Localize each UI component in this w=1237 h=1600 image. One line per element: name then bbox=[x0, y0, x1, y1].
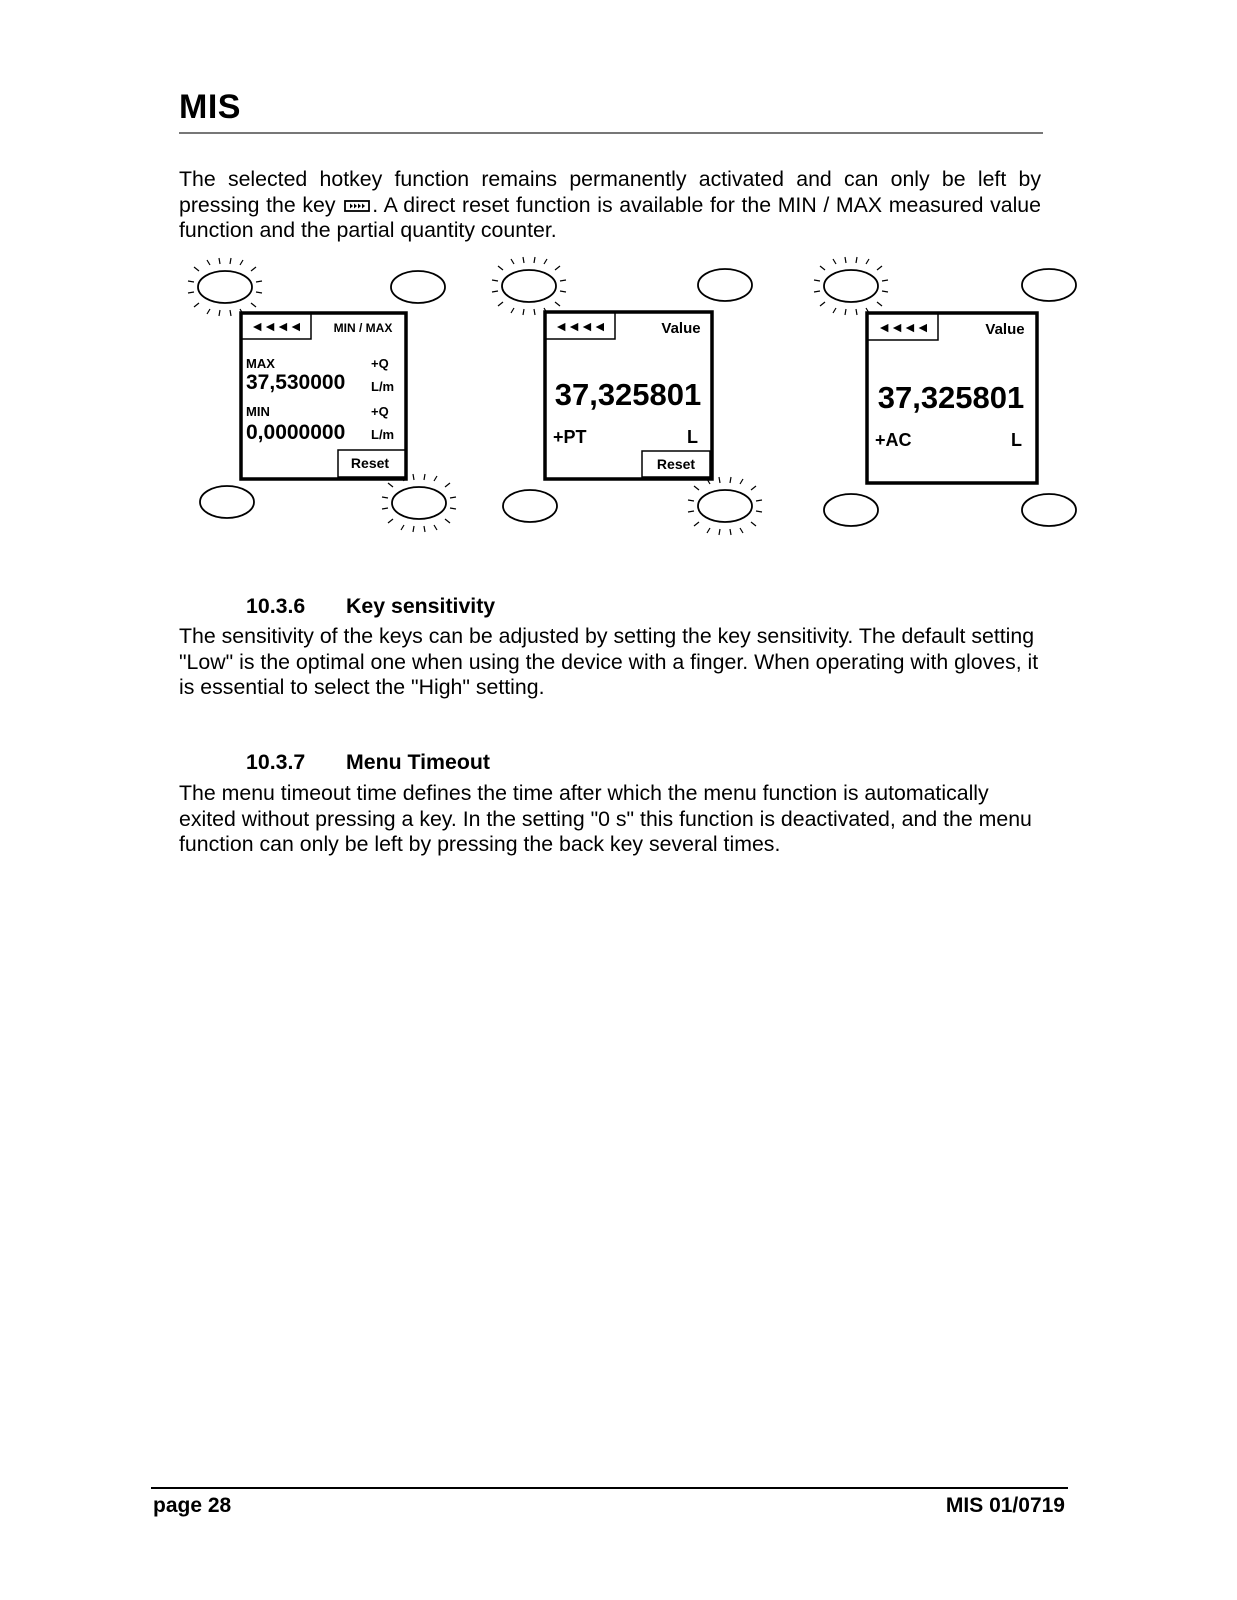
display-sign: +AC bbox=[875, 430, 912, 450]
max-sign: +Q bbox=[371, 356, 389, 371]
section-heading-menu-timeout bbox=[246, 750, 490, 775]
max-value: 37,530000 bbox=[246, 371, 346, 394]
display-unit: L bbox=[1011, 430, 1022, 450]
min-unit: L/m bbox=[371, 427, 395, 442]
display-sign: +PT bbox=[553, 427, 587, 447]
section-title: Menu Timeout bbox=[346, 750, 490, 774]
key-bottom-left[interactable] bbox=[824, 494, 878, 526]
section-heading-key-sensitivity bbox=[246, 594, 495, 619]
key-bottom-right-active[interactable] bbox=[688, 477, 762, 535]
section-number: 10.3.6 bbox=[246, 594, 306, 618]
max-label: MAX bbox=[246, 356, 275, 371]
key-top-left-active[interactable] bbox=[188, 258, 262, 316]
key-bottom-right[interactable] bbox=[1022, 494, 1076, 526]
device-partial-total bbox=[492, 257, 762, 535]
key-bottom-right-active[interactable] bbox=[382, 474, 456, 532]
display-title: Value bbox=[661, 320, 701, 337]
hotkey-display-figure bbox=[0, 0, 1237, 560]
display-value: 37,325801 bbox=[554, 377, 702, 412]
min-sign: +Q bbox=[371, 404, 389, 419]
intro-text-before-key: The selected hotkey function remains permanently activated and can only be left by pressing the key bbox=[179, 167, 1041, 217]
key-bottom-left[interactable] bbox=[503, 490, 557, 522]
back-arrows-icon: ◄◄◄◄ bbox=[877, 319, 929, 335]
footer-divider bbox=[151, 1487, 1068, 1489]
section-number: 10.3.7 bbox=[246, 750, 306, 774]
max-unit: L/m bbox=[371, 379, 395, 394]
device-min-max bbox=[188, 258, 456, 532]
display-unit: L bbox=[687, 427, 698, 447]
key-top-right[interactable] bbox=[1022, 269, 1076, 301]
section-body-key-sensitivity: The sensitivity of the keys can be adjusted by setting the key sensitivity. The default setting "Low" is the optimal one when using the device with a finger. When operating with gloves, it is essential to select the "High" setting. bbox=[179, 624, 1039, 700]
min-label: MIN bbox=[246, 404, 270, 419]
intro-text-after-key: . A direct reset function is available for the MIN / MAX measured value function and the partial quantity counter. bbox=[179, 192, 1041, 243]
page-header-title: MIS bbox=[179, 88, 241, 126]
display-title: Value bbox=[985, 321, 1025, 338]
back-arrows-icon: ◄◄◄◄ bbox=[554, 318, 606, 334]
section-body-menu-timeout: The menu timeout time defines the time after which the menu function is automatically exited without pressing a key. In the setting "0 s" this function is deactivated, and the menu function can only be left by pressing the back key several times. bbox=[179, 781, 1032, 857]
display-title: MIN / MAX bbox=[333, 321, 393, 335]
back-arrows-icon: ◄◄◄◄ bbox=[250, 318, 302, 334]
key-top-right[interactable] bbox=[391, 271, 445, 303]
reset-label: Reset bbox=[656, 456, 696, 472]
key-top-left-active[interactable] bbox=[814, 257, 888, 315]
device-accumulated-total bbox=[814, 257, 1076, 526]
key-top-right[interactable] bbox=[698, 269, 752, 301]
key-top-left-active[interactable] bbox=[492, 257, 566, 315]
footer-doc-id: MIS 01/0719 bbox=[945, 1494, 1065, 1517]
display-value: 37,325801 bbox=[877, 380, 1025, 415]
min-value: 0,0000000 bbox=[246, 421, 346, 444]
footer-page-number: page 28 bbox=[153, 1494, 232, 1517]
section-title: Key sensitivity bbox=[346, 594, 496, 618]
key-bottom-left[interactable] bbox=[200, 486, 254, 518]
reset-label: Reset bbox=[350, 455, 390, 471]
